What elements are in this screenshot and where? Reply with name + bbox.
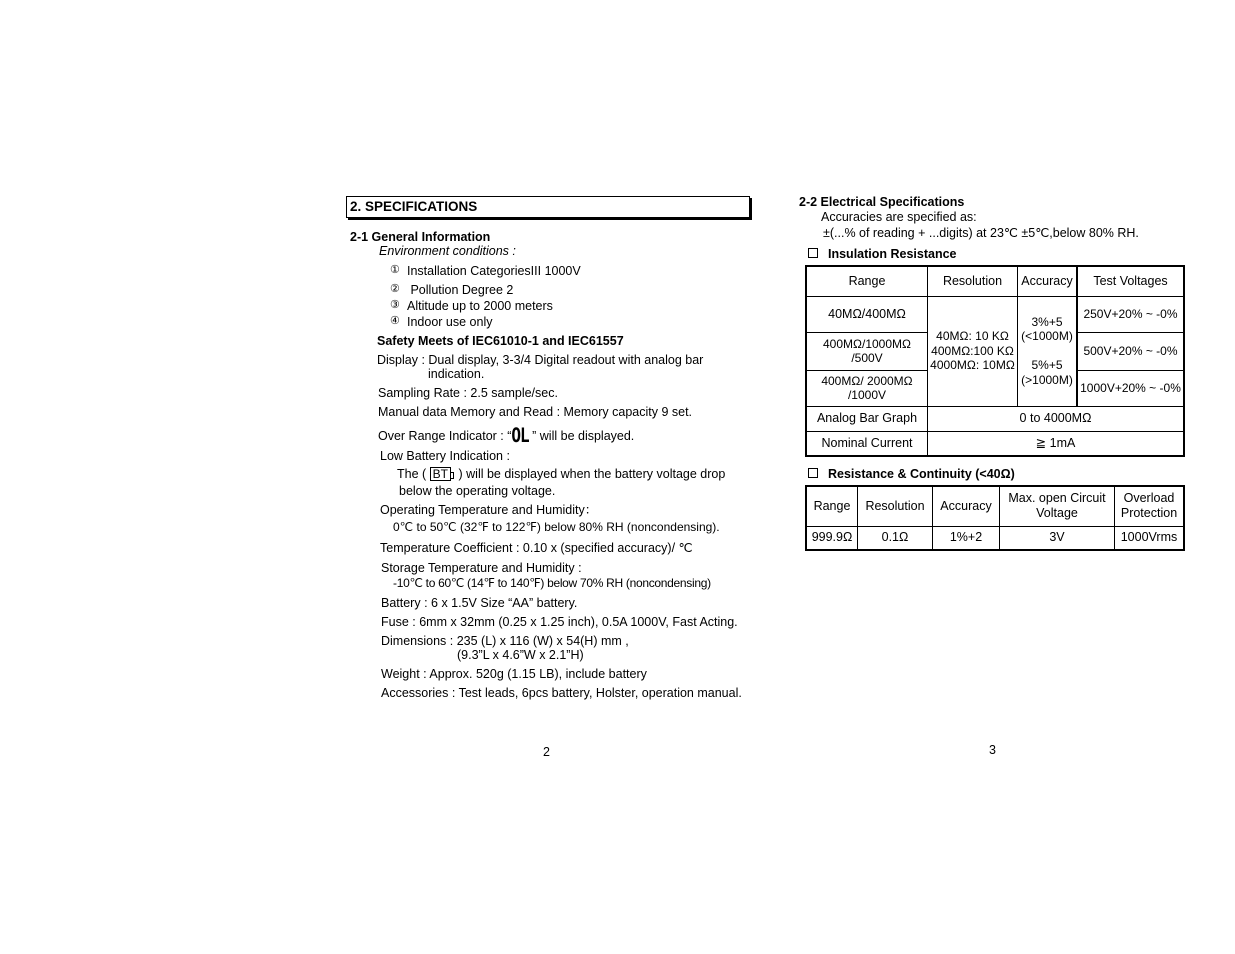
env-num-4: ④: [390, 315, 400, 327]
insulation-title: Insulation Resistance: [828, 247, 957, 261]
insulation-heading: [808, 247, 957, 262]
res-resolution-value: 0.1Ω: [858, 526, 933, 550]
header-test-voltages: Test Voltages: [1077, 266, 1184, 296]
res-header-range: Range: [806, 486, 858, 526]
resistance-table: [805, 485, 1185, 551]
range-cell-2: 400MΩ/1000MΩ /500V: [806, 332, 928, 370]
weight-spec: Weight : Approx. 520g (1.15 LB), include battery: [381, 667, 647, 681]
display-line-1: Display : Dual display, 3-3/4 Digital readout with analog bar: [377, 353, 704, 367]
operating-temp-value: 0℃ to 50℃ (32℉ to 122℉) below 80% RH (noncondensing).: [393, 520, 720, 534]
nominal-current-label: Nominal Current: [806, 431, 928, 456]
env-item-4: Indoor use only: [407, 315, 493, 329]
storage-temp-heading: Storage Temperature and Humidity :: [381, 561, 582, 575]
accuracy-cell: 3%+5 (<1000M) 5%+5 (>1000M): [1018, 296, 1078, 406]
resolution-cell: 40MΩ: 10 KΩ 400MΩ:100 KΩ 4000MΩ: 10MΩ: [928, 296, 1018, 406]
res-accuracy-value: 1%+2: [933, 526, 1000, 550]
insulation-table: [805, 265, 1185, 457]
dimensions-line-1: Dimensions : 235 (L) x 116 (W) x 54(H) mm ,: [381, 634, 629, 648]
over-range-indicator: [378, 426, 634, 445]
env-item-2: Pollution Degree 2: [407, 283, 514, 297]
resistance-heading: [808, 467, 1015, 482]
accessories-spec: Accessories : Test leads, 6pcs battery, Holster, operation manual.: [381, 686, 742, 700]
general-info-heading: 2-1 General Information: [350, 230, 491, 244]
voltage-cell-1: 250V+20% ~ -0%: [1077, 296, 1184, 332]
checkbox-square-icon: [808, 248, 818, 258]
insulation-header-row: [806, 266, 1184, 296]
checkbox-square-icon: [808, 468, 818, 478]
analog-bar-row: [806, 406, 1184, 431]
range-cell-3: 400MΩ/ 2000MΩ /1000V: [806, 370, 928, 406]
analog-bar-label: Analog Bar Graph: [806, 406, 928, 431]
section-title: 2. SPECIFICATIONS: [350, 199, 478, 214]
safety-heading: Safety Meets of IEC61010-1 and IEC61557: [377, 334, 624, 348]
analog-bar-value: 0 to 4000MΩ: [928, 406, 1185, 431]
accuracy-line-1: Accuracies are specified as:: [821, 210, 977, 224]
environment-label: Environment conditions :: [379, 244, 516, 258]
res-header-resolution: Resolution: [858, 486, 933, 526]
nominal-current-row: [806, 431, 1184, 456]
ol-glyph: OL: [511, 424, 529, 447]
low-battery-line-1: [397, 467, 725, 482]
voltage-cell-2: 500V+20% ~ -0%: [1077, 332, 1184, 370]
sampling-rate: Sampling Rate : 2.5 sample/sec.: [378, 386, 558, 400]
res-range-value: 999.9Ω: [806, 526, 858, 550]
resistance-header-row: [806, 486, 1184, 526]
res-header-accuracy: Accuracy: [933, 486, 1000, 526]
env-num-2: ②: [390, 283, 400, 295]
voltage-cell-3: 1000V+20% ~ -0%: [1077, 370, 1184, 406]
electrical-spec-heading: 2-2 Electrical Specifications: [799, 195, 965, 209]
header-resolution: Resolution: [928, 266, 1018, 296]
battery-icon: [430, 467, 451, 481]
section-title-box: [346, 196, 750, 218]
low-battery-post: ) will be displayed when the battery voltage drop: [458, 467, 726, 481]
res-header-max-voltage: Max. open Circuit Voltage: [1000, 486, 1115, 526]
memory-capacity: Manual data Memory and Read : Memory capacity 9 set.: [378, 405, 693, 419]
header-accuracy: Accuracy: [1018, 266, 1078, 296]
insulation-row-1: [806, 296, 1184, 332]
storage-temp-value: -10℃ to 60℃ (14℉ to 140℉) below 70% RH (noncondensing): [393, 576, 711, 590]
low-battery-heading: Low Battery Indication :: [380, 449, 510, 463]
operating-temp-heading: Operating Temperature and Humidity：: [380, 503, 598, 517]
dimensions-line-2: (9.3”L x 4.6”W x 2.1”H): [457, 648, 584, 662]
fuse-spec: Fuse : 6mm x 32mm (0.25 x 1.25 inch), 0.5A 1000V, Fast Acting.: [381, 615, 738, 629]
page-number-left: 2: [543, 745, 550, 759]
env-item-3: Altitude up to 2000 meters: [407, 299, 553, 313]
res-overload-value: 1000Vrms: [1115, 526, 1185, 550]
low-battery-line-2: below the operating voltage.: [399, 484, 556, 498]
temperature-coefficient: Temperature Coefficient : 0.10 x (specified accuracy)/ ℃: [380, 541, 693, 555]
resistance-row: [806, 526, 1184, 550]
page-number-right: 3: [989, 743, 996, 757]
low-battery-pre: The (: [397, 467, 427, 481]
over-range-post: ” will be displayed.: [528, 429, 635, 443]
env-num-3: ③: [390, 299, 400, 311]
res-voltage-value: 3V: [1000, 526, 1115, 550]
range-cell-1: 40MΩ/400MΩ: [806, 296, 928, 332]
battery-spec: Battery : 6 x 1.5V Size “AA” battery.: [381, 596, 578, 610]
env-num-1: ①: [390, 264, 400, 276]
over-range-pre: Over Range Indicator : “: [378, 429, 512, 443]
res-header-overload: Overload Protection: [1115, 486, 1185, 526]
display-line-2: indication.: [428, 367, 485, 381]
env-item-1: Installation CategoriesIII 1000V: [407, 264, 581, 278]
nominal-current-value: ≧ 1mA: [928, 431, 1185, 456]
accuracy-line-2: ±(...% of reading + ...digits) at 23℃ ±5℃,below 80% RH.: [823, 226, 1139, 240]
header-range: Range: [806, 266, 928, 296]
resistance-title: Resistance & Continuity (<40Ω): [828, 467, 1015, 481]
battery-icon-label: BT: [432, 467, 449, 481]
